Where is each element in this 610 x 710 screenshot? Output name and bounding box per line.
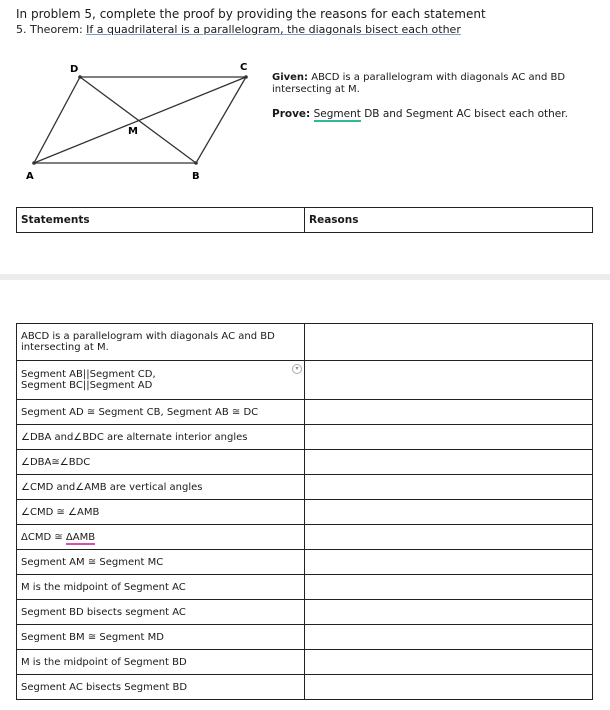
prove-segment-word: Segment bbox=[313, 108, 361, 120]
statement-cell: Segment BD bisects segment AC bbox=[17, 600, 305, 625]
proof-row bbox=[17, 400, 593, 425]
statement-cell: Segment AC bisects Segment BD bbox=[17, 675, 305, 700]
proof-row bbox=[17, 361, 593, 400]
statement-line: Segment BC||Segment AD bbox=[21, 380, 153, 391]
proof-row bbox=[17, 450, 593, 475]
reasons-header: Reasons bbox=[305, 208, 593, 233]
label-a: A bbox=[26, 171, 34, 182]
given-block bbox=[272, 72, 572, 96]
reason-cell[interactable] bbox=[305, 361, 593, 400]
proof-row bbox=[17, 500, 593, 525]
given-label: Given: bbox=[272, 72, 309, 83]
label-b: B bbox=[192, 171, 200, 182]
reason-cell[interactable] bbox=[305, 324, 593, 361]
theorem-statement: If a quadrilateral is a parallelogram, the diagonals bisect each other bbox=[86, 23, 461, 36]
vertex-d-dot bbox=[78, 75, 82, 79]
proof-row bbox=[17, 675, 593, 700]
proof-row bbox=[17, 650, 593, 675]
proof-row bbox=[17, 550, 593, 575]
label-m: M bbox=[128, 126, 138, 137]
theorem-text bbox=[16, 23, 461, 36]
reason-cell[interactable] bbox=[305, 425, 593, 450]
instruction-text: In problem 5, complete the proof by providing the reasons for each statement bbox=[16, 7, 486, 21]
proof-row bbox=[17, 625, 593, 650]
vertex-c-dot bbox=[244, 75, 248, 79]
vertex-b-dot bbox=[194, 161, 198, 165]
statement-cell bbox=[17, 361, 305, 400]
statement-cell bbox=[17, 525, 305, 550]
statement-line: Segment AB||Segment CD, bbox=[21, 369, 156, 380]
proof-row bbox=[17, 324, 593, 361]
proof-row bbox=[17, 600, 593, 625]
reason-cell[interactable] bbox=[305, 625, 593, 650]
statement-text: ΔCMD ≅ bbox=[21, 531, 66, 543]
label-c: C bbox=[240, 62, 248, 73]
vertex-a-dot bbox=[32, 161, 36, 165]
reason-cell[interactable] bbox=[305, 675, 593, 700]
reason-cell[interactable] bbox=[305, 400, 593, 425]
prove-text: DB and Segment AC bisect each other. bbox=[360, 108, 568, 120]
proof-row bbox=[17, 575, 593, 600]
chevron-down-icon[interactable]: ▾ bbox=[292, 364, 302, 374]
diagonal-bd bbox=[80, 77, 196, 163]
statement-cell: Segment BM ≅ Segment MD bbox=[17, 625, 305, 650]
reason-cell[interactable] bbox=[305, 500, 593, 525]
reason-cell[interactable] bbox=[305, 650, 593, 675]
reason-cell[interactable] bbox=[305, 450, 593, 475]
proof-table bbox=[16, 323, 593, 700]
statement-cell: ∠CMD ≅ ∠AMB bbox=[17, 500, 305, 525]
statement-cell: M is the midpoint of Segment AC bbox=[17, 575, 305, 600]
diagonal-ac bbox=[34, 77, 246, 163]
proof-row bbox=[17, 525, 593, 550]
proof-row bbox=[17, 475, 593, 500]
statement-cell: M is the midpoint of Segment BD bbox=[17, 650, 305, 675]
statement-marked-text: ΔAMB bbox=[65, 531, 96, 543]
reason-cell[interactable] bbox=[305, 575, 593, 600]
reason-cell[interactable] bbox=[305, 600, 593, 625]
prove-block bbox=[272, 108, 592, 120]
statement-cell: ∠DBA≅∠BDC bbox=[17, 450, 305, 475]
statements-header: Statements bbox=[17, 208, 305, 233]
given-text: ABCD is a parallelogram with diagonals AC and BD intersecting at M. bbox=[272, 72, 566, 95]
proof-header-table bbox=[16, 207, 593, 233]
statement-cell: ∠CMD and∠AMB are vertical angles bbox=[17, 475, 305, 500]
statement-cell: ABCD is a parallelogram with diagonals AC and BD intersecting at M. bbox=[17, 324, 305, 361]
theorem-prefix: 5. Theorem: bbox=[16, 23, 83, 36]
section-divider bbox=[0, 274, 610, 280]
reason-cell[interactable] bbox=[305, 475, 593, 500]
reason-cell[interactable] bbox=[305, 525, 593, 550]
statement-cell: ∠DBA and∠BDC are alternate interior angles bbox=[17, 425, 305, 450]
parallelogram-figure bbox=[16, 55, 256, 185]
prove-label: Prove: bbox=[272, 108, 311, 120]
label-d: D bbox=[70, 64, 79, 75]
proof-row bbox=[17, 425, 593, 450]
statement-cell: Segment AM ≅ Segment MC bbox=[17, 550, 305, 575]
reason-cell[interactable] bbox=[305, 550, 593, 575]
statement-cell: Segment AD ≅ Segment CB, Segment AB ≅ DC bbox=[17, 400, 305, 425]
